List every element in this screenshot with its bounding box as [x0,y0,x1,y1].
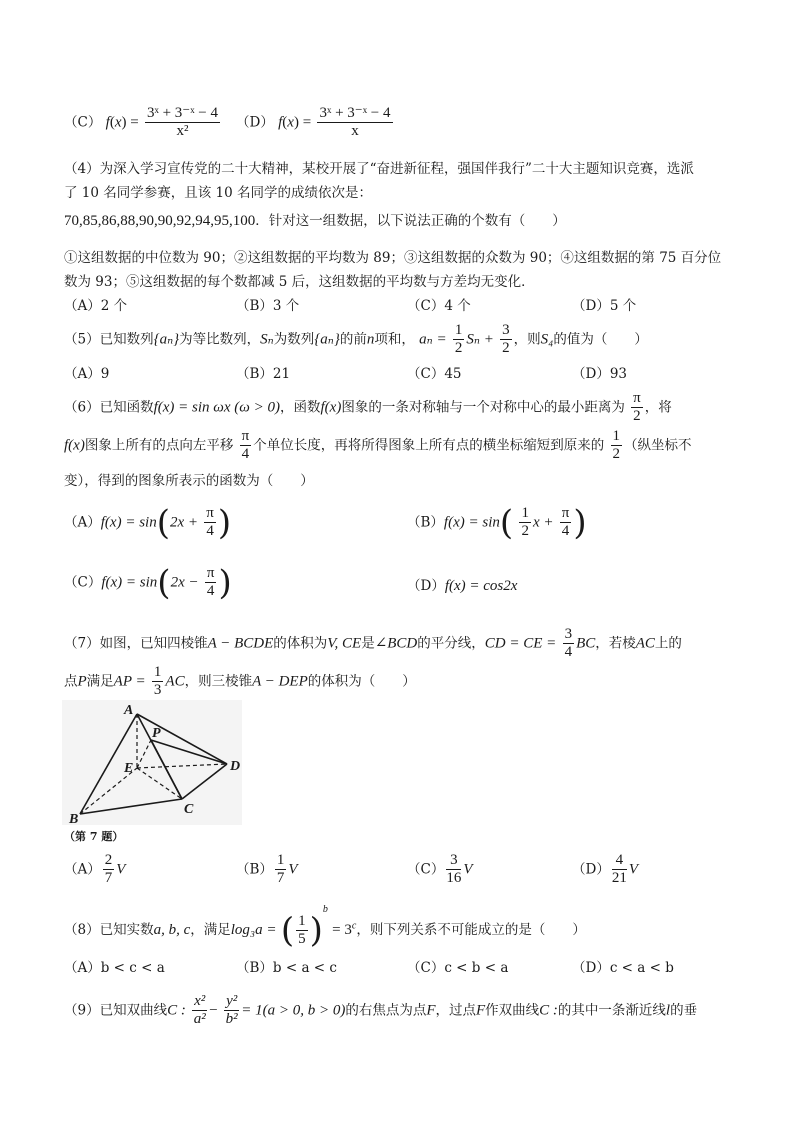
q6-option-d: （D）f(x) = cos2x [407,578,518,594]
q5-option-a: （A）9 [64,366,110,382]
point-p-label: P [152,726,161,741]
q6-option-c: （C）f(x) = sin(2x − $\frac{\pi}{4}$ ) [64,562,232,603]
q4-line-5: 数为 93；⑤这组数据的每个数都减 5 后，这组数据的平均数与方差均无变化． [64,274,535,290]
q7-option-d: （D） $\frac{4}{21}$ V [572,852,638,887]
q5-option-d: （D）93 [572,366,628,382]
q6-line-1: （6）已知函数f(x) = sin ωx (ω > 0)，函数f(x)图象的一条对称轴与一个对称中心的最小距离为 $\frac{\pi}{2}$ ，将 [64,390,672,425]
q8-option-d: （D）c < a < b [572,960,674,976]
q3-d-fraction: $\frac{\text{3ˣ + 3⁻ˣ − 4}}{x}$ [319,105,391,140]
figure-caption: （第 7 题） [64,830,124,843]
q6-option-a: （A）f(x) = sin(2x + $\frac{\pi}{4}$ ) [64,502,232,543]
q8-option-b: （B）b < a < c [236,960,337,976]
q6-line-2: f(x)图象上所有的点向左平移 $\frac{\pi}{4}$ 个单位长度，再将所得图象上所有点的横坐标缩短到原来的 $\frac{1}{2}$ （纵坐标不 [64,428,692,463]
q5-stem: （5）已知数列{aₙ}为等比数列，Sₙ为数列{aₙ}的前n项和， aₙ = $\frac{1}{2}$ Sₙ + $\frac{3}{2}$ ，则S₄的值为（ ） [64,322,648,357]
q3-option-d: （D） f(x) = $\frac{\text{3ˣ + 3⁻ˣ − 4}}{x}$ [236,105,391,140]
pyramid-figure [62,700,242,825]
point-d-label: D [230,759,241,774]
q3-option-c: （C） f(x) = $\frac{\text{3ˣ + 3⁻ˣ − 4}}{\text{x²}}$ [64,105,219,140]
q4-score-data: 70,85,86,88,90,90,92,94,95,100 [64,213,256,229]
q6-one-half: $\frac{1}{2}$ [612,428,620,463]
q4-line-3: 70,85,86,88,90,90,92,94,95,100．针对这一组数据，以下说法正确的个数有（ ） [64,213,566,229]
q6-pi-over-2: $\frac{\pi}{2}$ [633,390,641,425]
q5-option-c: （C）45 [407,366,462,382]
q5-option-b: （B）21 [236,366,291,382]
q8-option-c: （C）c < b < a [407,960,509,976]
q4-option-a: （A）2 个 [64,298,128,314]
q7-line-2: 点P满足AP = $\frac{1}{3}$ AC，则三棱锥A − DEP的体积为（ ） [64,664,416,699]
q4-line-4: ①这组数据的中位数为 90；②这组数据的平均数为 89；③这组数据的众数为 90；④这组数据的第 75 百分位 [64,250,722,266]
point-c-label: C [184,802,194,817]
q8-option-a: （A）b < c < a [64,960,165,976]
q4-option-d: （D）5 个 [572,298,637,314]
q7-option-b: （B） $\frac{1}{7}$ V [236,852,298,887]
q6-pi-over-4: $\frac{\pi}{4}$ [241,428,250,463]
q6-line-3: 变），得到的图象所表示的函数为（ ） [64,473,314,489]
q8-stem: （8）已知实数a, b, c，满足log₃a = ( $\frac{1}{5}$ )$^b = 3^c$，则下列关系不可能成立的是（ ） [64,904,586,951]
q4-option-c: （C）4 个 [407,298,471,314]
q4-line-1: （4）为深入学习宣传党的二十大精神，某校开展了“奋进新征程，强国伴我行”二十大主题知识竞赛，选派 [64,161,694,177]
q5-three-halves: $\frac{3}{2}$ [502,322,510,357]
q7-option-a: （A） $\frac{2}{7}$ V [64,852,126,887]
q3-c-fraction: $\frac{\text{3ˣ + 3⁻ˣ − 4}}{\text{x²}}$ [147,105,219,140]
q7-option-c: （C） $\frac{3}{16}$ V [407,852,473,887]
point-e-label: E [124,761,134,776]
q9-stem: （9）已知双曲线C : $\frac{\text{x²}}{\text{a²}}$ − $\frac{\text{y²}}{\text{b²}}$ = 1(a > 0, b > 0)的右焦点为点F，过点F作双曲线C :的其中一条渐近线l的垂 [64,993,698,1028]
point-b-label: B [69,812,79,825]
q6-option-b: （B）f(x) = sin( $\frac{1}{2}$ x + $\frac{\pi}{4}$ ) [407,502,587,543]
q4-line-2: 了 10 名同学参赛，且该 10 名同学的成绩依次是： [64,185,373,201]
point-a-label: A [124,703,134,718]
q7-line-1: （7）如图，已知四棱锥A − BCDE的体积为V, CE是∠BCD的平分线，CD = CE = $\frac{3}{4}$ BC，若棱AC上的 [64,626,682,661]
q5-half: $\frac{1}{2}$ [454,322,463,357]
q4-option-b: （B）3 个 [236,298,300,314]
